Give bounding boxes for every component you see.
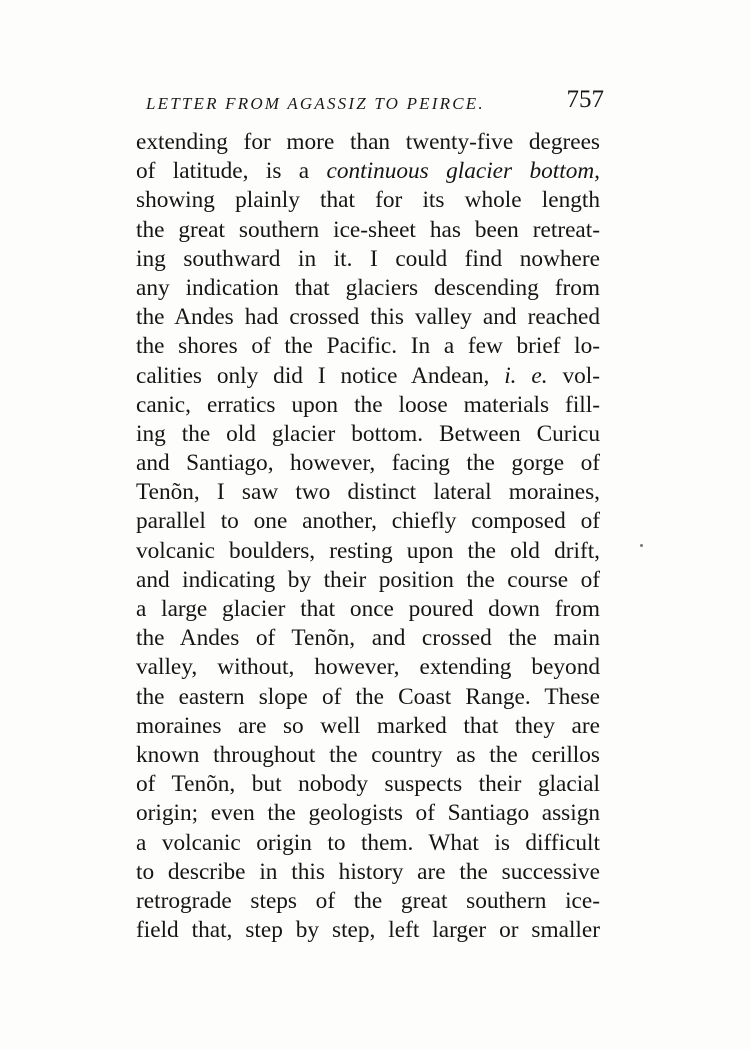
running-head (146, 86, 606, 120)
text-line: the great southern ice-sheet has been retreat- (136, 216, 600, 243)
text-line: Tenõn, I saw two distinct lateral moraines, (136, 479, 600, 506)
text-line (136, 362, 600, 391)
text-line: and Santiago, however, facing the gorge of (136, 450, 600, 477)
text-line: the Andes of Tenõn, and crossed the main (136, 625, 600, 652)
text-line: any indication that glaciers descending from (136, 274, 600, 301)
text-line: known throughout the country as the cerillos (136, 741, 600, 768)
running-title: LETTER FROM AGASSIZ TO PEIRCE. (146, 94, 485, 113)
text-line: the shores of the Pacific. In a few brief lo- (136, 333, 600, 360)
text-line: a large glacier that once poured down from (136, 596, 600, 622)
italic-phrase: continuous glacier bottom, (326, 158, 601, 185)
text-line: origin; even the geologists of Santiago assign (136, 800, 600, 827)
text-line: showing plainly that for its whole length (136, 187, 600, 214)
italic-abbreviation: i. e. (504, 362, 548, 389)
text-line: the eastern slope of the Coast Range. These (136, 683, 600, 710)
text-line: volcanic boulders, resting upon the old drift, (136, 537, 600, 564)
ink-speck (640, 544, 643, 547)
text-line: and indicating by their position the course of (136, 566, 600, 593)
text-run: of latitude, is a (136, 158, 327, 185)
body-text (136, 128, 600, 945)
text-line: parallel to one another, chiefly composed of (136, 508, 600, 535)
text-line: field that, step by step, left larger or smaller (136, 917, 600, 944)
page-number: 757 (566, 86, 604, 113)
text-line: to describe in this history are the successive (136, 858, 600, 885)
text-line: retrograde steps of the great southern ice- (136, 887, 600, 914)
text-line: the Andes had crossed this valley and reached (136, 304, 600, 331)
text-line (136, 157, 600, 186)
text-line: ing southward in it. I could find nowhere (136, 245, 600, 272)
text-line: of Tenõn, but nobody suspects their glacial (136, 771, 600, 798)
text-line: moraines are so well marked that they are (136, 712, 600, 739)
text-line: ing the old glacier bottom. Between Curicu (136, 420, 600, 447)
text-line: canic, erratics upon the loose materials fill- (136, 391, 600, 418)
text-line: valley, without, however, extending beyond (136, 654, 600, 681)
text-run: calities only did I notice Andean, (136, 362, 505, 389)
text-run: vol- (547, 362, 600, 389)
text-line: extending for more than twenty-five degrees (136, 129, 600, 155)
text-line: a volcanic origin to them. What is difficult (136, 829, 600, 856)
